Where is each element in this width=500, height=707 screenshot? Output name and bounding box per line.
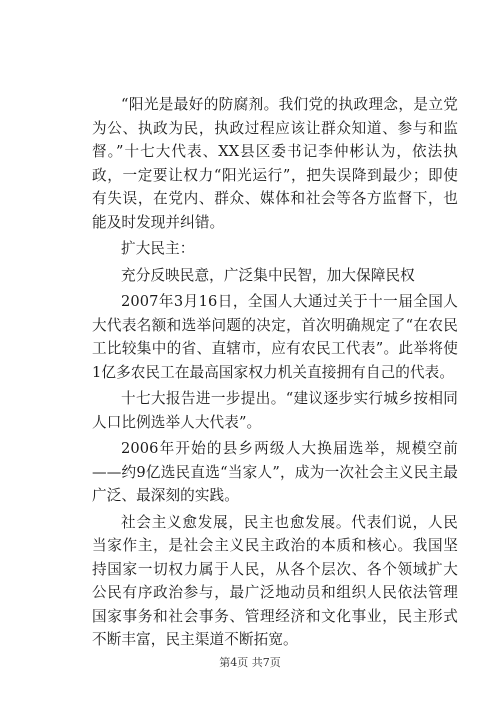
paragraph-sunshine-quote: “阳光是最好的防腐剂。我们党的执政理念，是立党为公、执政为民，执政过程应该让群众知道、参与和监督。”十七大代表、XX县区委书记李仲彬认为，依法执政，一定要让权力“阳光运行”，把失误降到最少；即使有失误，在党内、群众、媒体和社会等各方监督下，也能及时发现并纠错。	[92, 96, 458, 231]
paragraph-npc-decision: 2007年3月16日，全国人大通过关于十一届全国人大代表名额和选举问题的决定，首次明确规定了“在农民工比较集中的省、直辖市，应有农民工代表”。此举将使1亿多农民工在最高国家权力机关直接拥有自己的代表。	[92, 293, 458, 381]
section-heading-expand-democracy: 扩大民主：	[121, 240, 195, 257]
document-body	[92, 93, 458, 655]
paragraph-report-proposal: 十七大报告进一步提出。“建议逐步实行城乡按相同人口比例选举人大代表”。	[92, 390, 458, 431]
page-number-footer: 第4页 共7页	[219, 656, 281, 669]
paragraph-socialist-democracy: 社会主义愈发展，民主也愈发展。代表们说，人民当家作主，是社会主义民主政治的本质和核心。我国坚持国家一切权力属于人民，从各个层次、各个领域扩大公民有序政治参与，最广泛地动员和组织人民依法管理国家事务和社会事务、管理经济和文化事业，民主形式不断丰富，民主渠道不断拓宽。	[92, 513, 458, 648]
paragraph-election-2006: 2006年开始的县乡两级人大换届选举，规模空前——约9亿选民直选“当家人”，成为一次社会主义民主最广泛、最深刻的实践。	[92, 440, 458, 504]
section-subheading: 充分反映民意，广泛集中民智，加大保障民权	[121, 266, 415, 284]
